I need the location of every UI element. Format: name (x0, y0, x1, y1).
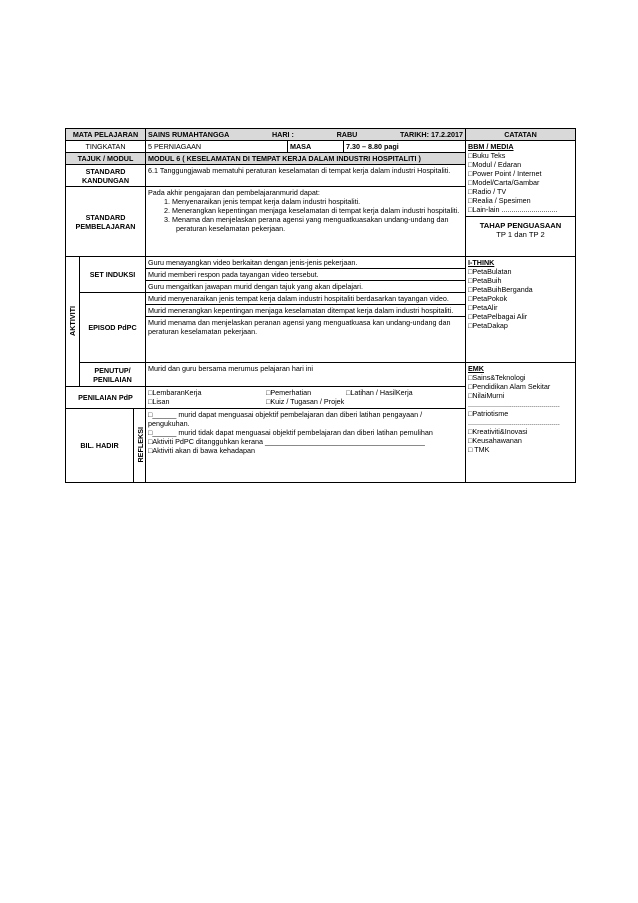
bbm-item[interactable]: □Power Point / Internet (468, 169, 542, 178)
bbm-item[interactable]: □Buku Teks (468, 151, 506, 160)
refleksi-line[interactable]: □Aktiviti akan di bawa kehadapan (148, 446, 256, 455)
penilaian-option[interactable]: □Lisan (148, 397, 170, 406)
tarikh-value: TARIKH: 17.2.2017 (399, 130, 463, 139)
emk-item[interactable]: □NilaiMurni (468, 391, 505, 400)
penutup-label: PENUTUP/ PENILAIAN (80, 363, 146, 387)
ithink-item[interactable]: □PetaAlir (468, 303, 498, 312)
bbm-item[interactable]: □Lain-lain ............................ (468, 205, 558, 214)
tahap-block (466, 216, 575, 241)
tingkatan-value: 5 PERNIAGAAN (146, 141, 288, 153)
emk-item[interactable]: □Keusahawanan (468, 436, 522, 445)
episod-row: Murid menerangkan kepentingan menjaga keselamatan ditempat kerja dalam industri hospitaliti. (146, 304, 465, 316)
refleksi-cell (146, 409, 466, 483)
emk-item[interactable]: □Sains&Teknologi (468, 373, 526, 382)
episod-label: EPISOD PdPC (80, 293, 146, 363)
catatan-bbm (466, 141, 576, 257)
bbm-item[interactable]: □Radio / TV (468, 187, 507, 196)
emk-list (468, 373, 573, 454)
set-induksi-row: Guru mengaitkan jawapan murid dengan tajuk yang akan dipelajari. (146, 280, 465, 292)
refleksi-line[interactable]: □______ murid dapat menguasai objektif pembelajaran dan diberi latihan pengayaan / pengukuhan. (148, 410, 423, 428)
subject-value: SAINS RUMAHTANGGA (148, 130, 230, 139)
bbm-item[interactable]: □Modul / Edaran (468, 160, 522, 169)
emk-label: EMK (468, 364, 484, 373)
tajuk-value: MODUL 6 ( KESELAMATAN DI TEMPAT KERJA DALAM INDUSTRI HOSPITALITI ) (146, 153, 466, 165)
mata-pelajaran-label: MATA PELAJARAN (66, 129, 146, 141)
masa-label: MASA (288, 141, 344, 153)
refleksi-line[interactable]: □______ murid tidak dapat menguasai objektif pembelajaran dan diberi latihan pemulihan (148, 428, 433, 437)
set-induksi-label: SET INDUKSI (80, 257, 146, 293)
lesson-plan-table (65, 128, 576, 483)
emk-item: .............................................. (468, 400, 560, 409)
sp-item: 2. Menerangkan kepentingan menjaga keselamatan di tempat kerja dalam industri hospitaliti. (164, 206, 460, 215)
set-induksi-row: Guru menayangkan video berkaitan dengan jenis-jenis pekerjaan. (148, 258, 358, 267)
penilaian-option[interactable]: □LembaranKerja (148, 388, 202, 397)
refleksi-line[interactable]: □Aktiviti PdPC ditangguhkan kerana ________________________________________ (148, 437, 425, 446)
refleksi-label: REFLEKSI (136, 426, 145, 463)
standard-kandungan-label: STANDARD KANDUNGAN (66, 165, 146, 187)
bbm-item[interactable]: □Realia / Spesimen (468, 196, 531, 205)
penilaian-option[interactable]: □Latihan / HasilKerja (346, 388, 413, 397)
episod-row: Murid menama dan menjelaskan peranan agensi yang menguatkuasa kan undang-undang dan peraturan keselamatan pekerjaan. (146, 316, 465, 337)
tajuk-label: TAJUK / MODUL (66, 153, 146, 165)
emk-item[interactable]: □ TMK (468, 445, 490, 454)
episod-row: Murid menyenaraikan jenis tempat kerja dalam industri hospitaliti berdasarkan tayangan video. (148, 294, 449, 303)
penilaian-cell (146, 387, 466, 409)
aktiviti-label-cell (66, 257, 80, 387)
ithink-list (468, 267, 573, 330)
emk-item: .............................................. (468, 418, 560, 427)
ithink-label: I-THINK (468, 258, 495, 267)
ithink-item[interactable]: □PetaPelbagai Alir (468, 312, 528, 321)
set-induksi-cell (146, 257, 466, 293)
ithink-item[interactable]: □PetaDakap (468, 321, 508, 330)
sp-item: 3. Menama dan menjelaskan perana agensi yang menguatkuasakan undang-undang dan peraturan keselamatan pekerjaan. (164, 215, 449, 233)
standard-pembelajaran-label: STANDARD PEMBELAJARAN (66, 187, 146, 257)
penilaian-option[interactable]: □Pemerhatian (266, 388, 312, 397)
standard-kandungan-value: 6.1 Tanggungjawab mematuhi peraturan keselamatan di tempat kerja dalam industri Hospitaliti. (146, 165, 466, 187)
bil-hadir-label: BIL. HADIR (66, 409, 134, 483)
penilaian-label: PENILAIAN PdP (66, 387, 146, 409)
tahap-value: TP 1 dan TP 2 (496, 230, 545, 240)
masa-value: 7.30 – 8.80 pagi (344, 141, 466, 153)
hari-label: HARI : (271, 130, 294, 139)
ithink-item[interactable]: □PetaBulatan (468, 267, 512, 276)
catatan-ithink (466, 257, 576, 363)
hari-value: RABU (336, 130, 358, 139)
bbm-label: BBM / MEDIA (468, 142, 514, 151)
subject-cell (146, 129, 466, 141)
bbm-item[interactable]: □Model/Carta/Gambar (468, 178, 540, 187)
sp-item: 1. Menyenaraikan jenis tempat kerja dalam industri hospitaliti. (164, 197, 361, 206)
standard-pembelajaran-cell (146, 187, 466, 257)
set-induksi-row: Murid memberi respon pada tayangan video tersebut. (146, 268, 465, 280)
sp-intro: Pada akhir pengajaran dan pembelajaranmurid dapat: (148, 188, 320, 197)
bbm-list (468, 151, 573, 214)
aktiviti-label: AKTIVITI (68, 305, 77, 336)
tingkatan-label: TINGKATAN (66, 141, 146, 153)
catatan-label: CATATAN (466, 129, 576, 141)
ithink-item[interactable]: □PetaPokok (468, 294, 508, 303)
ithink-item[interactable]: □PetaBuih (468, 276, 502, 285)
emk-item[interactable]: □Patriotisme (468, 409, 509, 418)
emk-item[interactable]: □Kreativiti&Inovasi (468, 427, 528, 436)
penilaian-option[interactable]: □Kuiz / Tugasan / Projek (266, 397, 345, 406)
penutup-value: Murid dan guru bersama merumus pelajaran hari ini (146, 363, 466, 387)
episod-cell (146, 293, 466, 363)
catatan-emk (466, 363, 576, 483)
refleksi-label-cell (134, 409, 146, 483)
tahap-label: TAHAP PENGUASAAN (479, 221, 562, 230)
emk-item[interactable]: □Pendidikan Alam Sekitar (468, 382, 551, 391)
ithink-item[interactable]: □PetaBuihBerganda (468, 285, 533, 294)
